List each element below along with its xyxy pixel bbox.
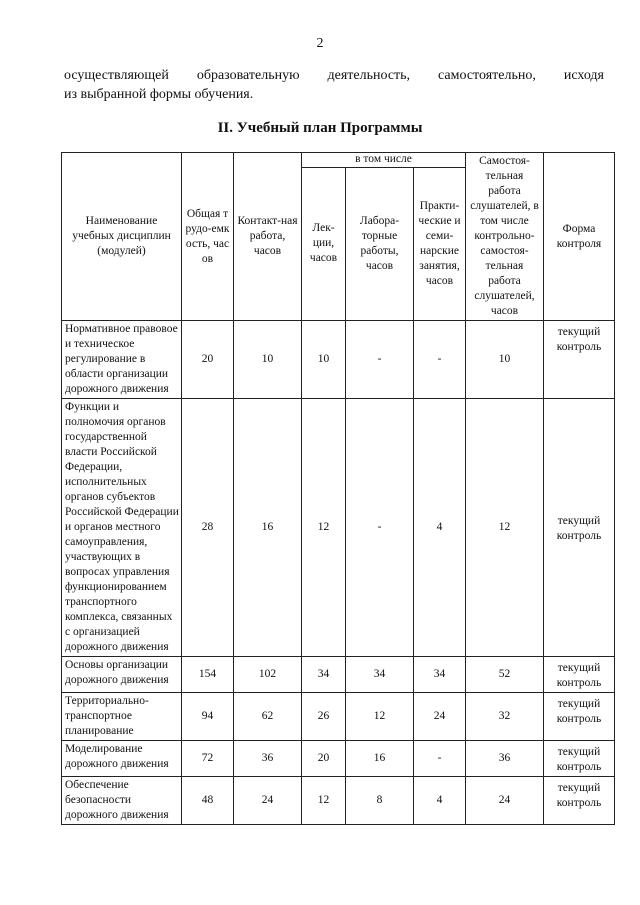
row-lab-hours: -: [346, 321, 414, 399]
row-lecture-hours: 34: [302, 657, 346, 693]
header-including-group: в том числе: [302, 153, 466, 168]
header-practice: Практи-ческие и семи-нарские занятия, часов: [414, 167, 466, 320]
row-control-form: текущий контроль: [544, 693, 615, 741]
header-name: Наименование учебных дисциплин (модулей): [62, 153, 182, 321]
table-row: [62, 321, 615, 399]
intro-line-1: [64, 66, 604, 85]
row-lecture-hours: 12: [302, 777, 346, 825]
header-control-form: Форма контроля: [544, 153, 615, 321]
row-total-hours: 154: [182, 657, 234, 693]
row-lecture-hours: 20: [302, 741, 346, 777]
row-control-form: текущий контроль: [544, 321, 615, 399]
table-row: [62, 741, 615, 777]
row-self-study-hours: 10: [466, 321, 544, 399]
row-control-form: текущий контроль: [544, 657, 615, 693]
table-row: [62, 399, 615, 657]
row-control-form: текущий контроль: [544, 777, 615, 825]
row-lab-hours: -: [346, 399, 414, 657]
section-title: II. Учебный план Программы: [217, 120, 423, 136]
row-discipline-name: Функции и полномочия органов государственной власти Российской Федерации, исполнительных органов субъектов Российской Федерации и органов местного самоуправления, участвующих в вопросах управления функционированием транспортного комплекса, связанных с организацией дорожного движения: [62, 399, 182, 657]
header-labs: Лабора-торные работы, часов: [346, 167, 414, 320]
row-discipline-name: Территориально-транспортное планирование: [62, 693, 182, 741]
row-contact-hours: 102: [234, 657, 302, 693]
intro-word: образовательную: [196, 68, 300, 83]
row-lab-hours: 16: [346, 741, 414, 777]
row-practice-hours: 4: [414, 777, 466, 825]
intro-word: исходя: [563, 68, 604, 83]
row-control-form: текущий контроль: [544, 741, 615, 777]
row-lab-hours: 34: [346, 657, 414, 693]
row-total-hours: 48: [182, 777, 234, 825]
row-practice-hours: 34: [414, 657, 466, 693]
row-practice-hours: 24: [414, 693, 466, 741]
header-lectures: Лек-ции, часов: [302, 167, 346, 320]
row-lab-hours: 8: [346, 777, 414, 825]
table-row: [62, 777, 615, 825]
header-self-study: Самостоя-тельная работа слушателей, в том числе контрольно-самостоя-тельная работа слушателей, часов: [466, 153, 544, 321]
row-discipline-name: Нормативное правовое и техническое регулирование в области организации дорожного движения: [62, 321, 182, 399]
row-total-hours: 28: [182, 399, 234, 657]
row-self-study-hours: 32: [466, 693, 544, 741]
row-self-study-hours: 24: [466, 777, 544, 825]
row-self-study-hours: 52: [466, 657, 544, 693]
row-self-study-hours: 12: [466, 399, 544, 657]
header-contact: Контакт-ная работа, часов: [234, 153, 302, 321]
intro-word: самостоятельно,: [438, 68, 536, 83]
row-contact-hours: 10: [234, 321, 302, 399]
row-lecture-hours: 26: [302, 693, 346, 741]
row-contact-hours: 36: [234, 741, 302, 777]
page-number: 2: [316, 36, 324, 51]
intro-line-2: из выбранной формы обучения.: [64, 87, 254, 102]
intro-word: осуществляющей: [64, 68, 169, 83]
row-practice-hours: 4: [414, 399, 466, 657]
row-contact-hours: 62: [234, 693, 302, 741]
header-total: Общая трудо-емкость, часов: [182, 153, 234, 321]
row-discipline-name: Обеспечение безопасности дорожного движения: [62, 777, 182, 825]
row-discipline-name: Основы организации дорожного движения: [62, 657, 182, 693]
intro-paragraph: [64, 66, 604, 104]
row-total-hours: 20: [182, 321, 234, 399]
intro-word: деятельность,: [327, 68, 411, 83]
row-control-form: текущий контроль: [544, 399, 615, 657]
table-row: [62, 693, 615, 741]
row-total-hours: 94: [182, 693, 234, 741]
table-row: [62, 657, 615, 693]
row-total-hours: 72: [182, 741, 234, 777]
row-practice-hours: -: [414, 741, 466, 777]
row-practice-hours: -: [414, 321, 466, 399]
row-lecture-hours: 12: [302, 399, 346, 657]
row-lab-hours: 12: [346, 693, 414, 741]
row-contact-hours: 16: [234, 399, 302, 657]
curriculum-table: [61, 152, 615, 825]
row-self-study-hours: 36: [466, 741, 544, 777]
row-discipline-name: Моделирование дорожного движения: [62, 741, 182, 777]
row-lecture-hours: 10: [302, 321, 346, 399]
row-contact-hours: 24: [234, 777, 302, 825]
